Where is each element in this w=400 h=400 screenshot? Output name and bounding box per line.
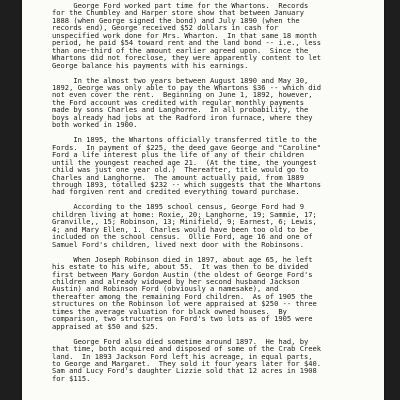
paragraph: [52, 77, 372, 129]
text-line: Austin) and Robinson Ford (obviously a namesake), and: [52, 284, 279, 294]
text-line: child was just one year old.) Thereafter, title would go to: [52, 165, 309, 175]
text-line: that time, both acquired and disposed of some of the Crab Creek: [52, 344, 322, 354]
text-line: made by sons Charles and Langhorne. In all probability, the: [52, 105, 309, 115]
text-line: than one-third of the amount earlier agreed upon. Since the: [52, 45, 309, 55]
paragraph: [52, 256, 372, 331]
document-body: [52, 2, 372, 390]
text-line: children living at home: Roxie, 20; Langhorne, 19; Sammie, 17;: [52, 209, 317, 219]
text-line: 1892, George was only able to pay the Whartons $36 -- which did: [52, 83, 322, 93]
text-line: Ford a life interest plus the life of any of their children: [52, 150, 304, 160]
text-line: Samuel Ford's children, lived next door with the Robinsons.: [52, 239, 304, 249]
text-line: In 1895, the Whartons officially transferred title to the: [52, 135, 317, 145]
text-line: In the almost two years between August 1890 and May 30,: [52, 75, 309, 85]
text-line: structures on the Robinson lot were appraised at $250 -- three: [52, 299, 317, 309]
text-line: children and already widowed by her second husband Jackson: [52, 276, 300, 286]
text-line: times the average valuation for black owned houses. By: [52, 306, 287, 316]
text-line: to George and Margaret. They sold it four years later for $40.: [52, 358, 322, 368]
text-line: until the youngest reached age 21. (At the time, the youngest: [52, 157, 317, 167]
text-line: Sam and Lucy Ford's daughter Lizzie sold that 12 acres in 1908: [52, 366, 317, 376]
text-line: Whartons did not foreclose, they were apparently content to let: [52, 53, 322, 63]
text-line: When Joseph Robinson died in 1897, about age 65, he left: [52, 254, 313, 264]
text-line: 4; and Mary Ellen, 1. Charles would have been too old to be: [52, 224, 309, 234]
paragraph: [52, 136, 372, 196]
text-line: boys already had jobs at the Radford iron furnace, where they: [52, 112, 313, 122]
text-line: thereafter among the remaining Ford children. As of 1905 the: [52, 291, 313, 301]
text-line: Charles and Langhorne. The amount actually paid, from 1889: [52, 172, 304, 182]
text-line: both worked in 1900.: [52, 120, 138, 130]
text-line: comparison, two structures on Ford's two lots as of 1905 were: [52, 314, 313, 324]
text-line: Granville,, 15; Robinson, 13; Minifield, 9; Earnest, 6; Lewis,: [52, 217, 317, 227]
text-line: According to the 1895 school census, George Ford had 9: [52, 202, 304, 212]
text-line: the Ford account was credited with regular monthly payments: [52, 97, 304, 107]
text-line: George balance his payments with his earnings.: [52, 60, 249, 70]
text-line: 1888 (when George signed the bond) and July 1890 (when the: [52, 15, 300, 25]
text-line: for the Chumbley and Harper store show that between January: [52, 8, 304, 18]
text-line: first between Mary Gordon Austin (the oldest of George Ford's: [52, 269, 313, 279]
paragraph: [52, 338, 372, 383]
text-line: Fords. In payment of $225, the deed gave George and "Caroline": [52, 142, 322, 152]
text-line: for $115.: [52, 373, 91, 383]
text-line: period, he paid $54 toward rent and the land bond -- i.e., less: [52, 38, 322, 48]
text-line: George Ford worked part time for the Whartons. Records: [52, 1, 309, 10]
text-line: his estate to his wife, about 55. It was then to be divided: [52, 262, 309, 272]
text-line: through 1893, totalled $232 -- which suggests that the Whartons: [52, 179, 322, 189]
text-line: had forgiven rent and credited everything toward purchase.: [52, 187, 300, 197]
document-page: [22, 0, 384, 400]
text-line: included on the school census. Ollie Ford, age 16 and one of: [52, 232, 313, 242]
text-line: George Ford also died sometime around 1897. He had, by: [52, 336, 309, 346]
text-line: records end), George received $52 dollars in cash for: [52, 23, 279, 33]
paragraph: [52, 2, 372, 69]
text-line: appraised at $50 and $25.: [52, 321, 159, 331]
text-line: land. In 1893 Jackson Ford left his acreage, in equal parts,: [52, 351, 313, 361]
text-line: not even cover the rent. Beginning on June 1, 1892, however,: [52, 90, 313, 100]
text-line: unspecified work done for Mrs. Wharton. In that same 18 month: [52, 30, 317, 40]
paragraph: [52, 203, 372, 248]
